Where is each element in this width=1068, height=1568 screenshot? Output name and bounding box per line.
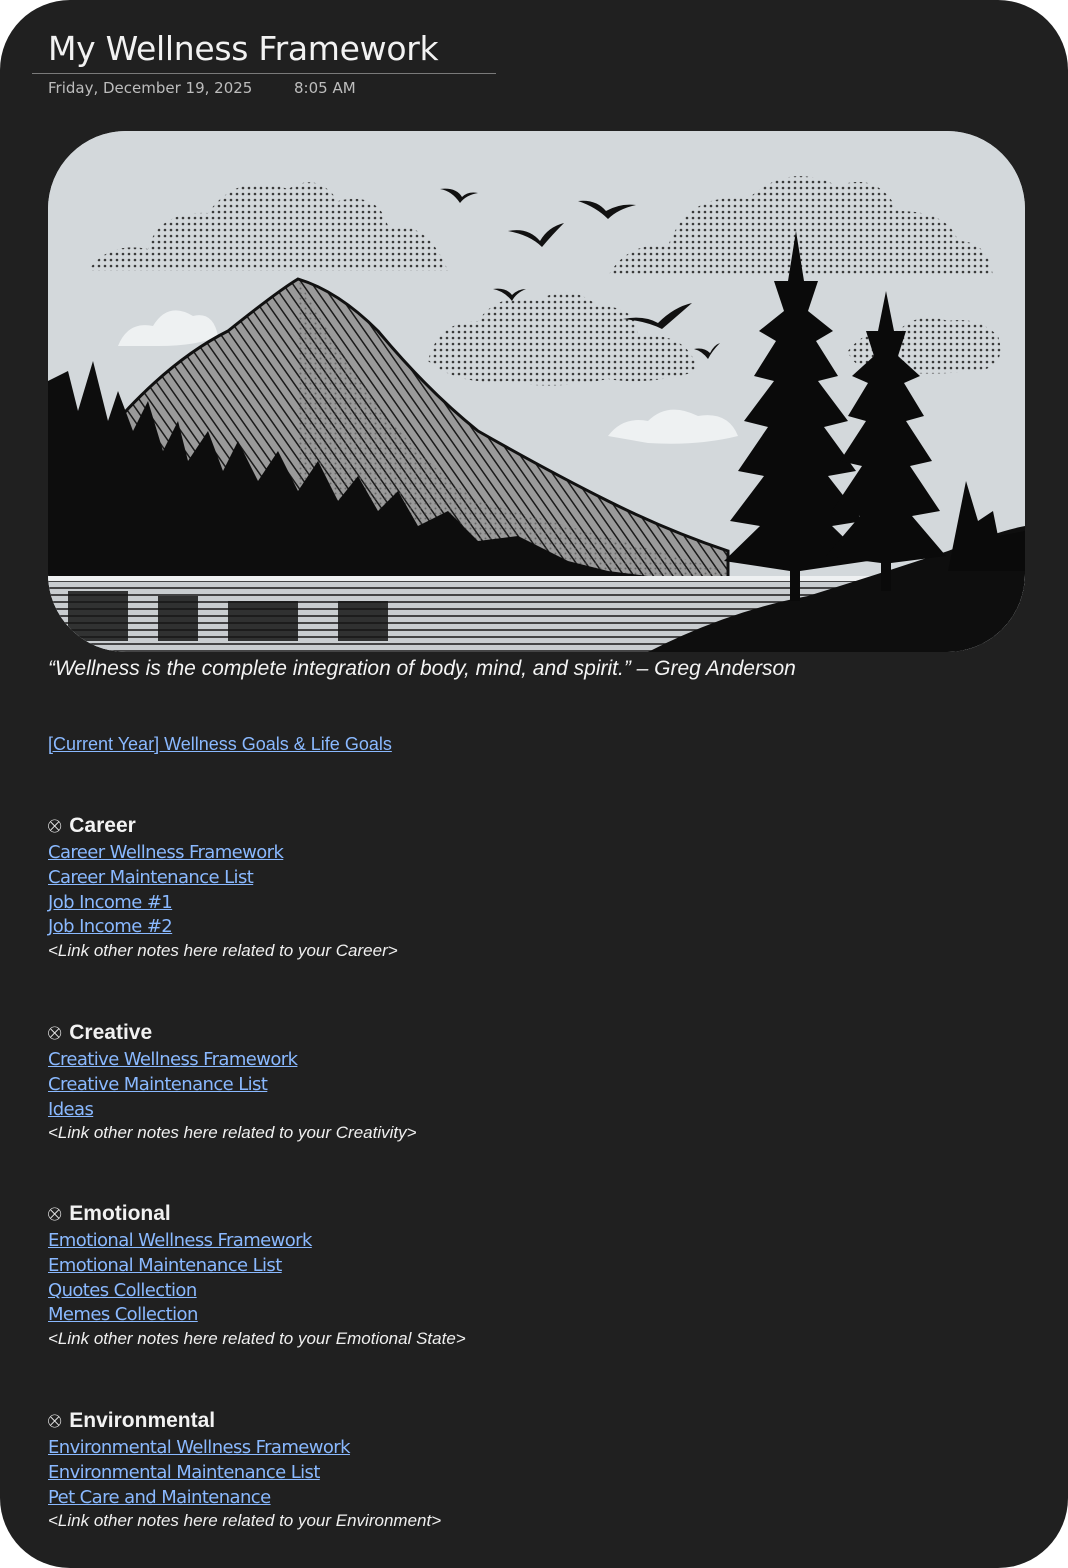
memes-collection-link[interactable]: Memes Collection	[48, 1304, 198, 1326]
list-item	[48, 1303, 748, 1328]
no-symbol-icon: ⛒	[48, 1413, 62, 1428]
section-emotional	[48, 1201, 748, 1350]
quotes-collection-link[interactable]: Quotes Collection	[48, 1279, 197, 1301]
career-wellness-framework-link[interactable]: Career Wellness Framework	[48, 842, 284, 863]
section-environmental	[48, 1408, 748, 1532]
job-income-1-link[interactable]: Job Income #1	[48, 891, 173, 913]
link-list	[48, 1048, 748, 1122]
list-item	[48, 841, 748, 866]
list-item	[48, 1048, 748, 1073]
list-item	[48, 1098, 748, 1123]
ideas-link[interactable]: Ideas	[48, 1098, 94, 1120]
wellness-quote: “Wellness is the complete integration of body, mind, and spirit.” – Greg Anderson	[48, 657, 796, 680]
list-item	[48, 891, 748, 916]
list-item	[48, 1279, 748, 1304]
emotional-wellness-framework-link[interactable]: Emotional Wellness Framework	[48, 1230, 312, 1251]
pet-care-link[interactable]: Pet Care and Maintenance	[48, 1486, 271, 1508]
note-time: 8:05 AM	[294, 79, 356, 97]
section-title: Emotional	[69, 1202, 171, 1225]
mountain-lake-landscape-image	[48, 131, 1025, 652]
placeholder-hint: <Link other notes here related to your Emotional State>	[48, 1329, 466, 1349]
title-divider	[32, 73, 496, 74]
section-heading[interactable]	[48, 1201, 748, 1227]
section-title: Environmental	[69, 1409, 216, 1432]
environmental-maintenance-list-link[interactable]: Environmental Maintenance List	[48, 1461, 320, 1483]
section-creative	[48, 1020, 748, 1144]
goals-link[interactable]: [Current Year] Wellness Goals & Life Goals	[48, 734, 392, 754]
career-maintenance-list-link[interactable]: Career Maintenance List	[48, 866, 254, 888]
section-title: Career	[69, 814, 136, 837]
list-item	[48, 1229, 748, 1254]
link-list	[48, 1229, 748, 1328]
placeholder-hint: <Link other notes here related to your Creativity>	[48, 1123, 417, 1143]
list-item	[48, 1486, 748, 1511]
no-symbol-icon: ⛒	[48, 1025, 62, 1040]
emotional-maintenance-list-link[interactable]: Emotional Maintenance List	[48, 1254, 282, 1276]
section-career	[48, 813, 748, 962]
list-item	[48, 1073, 748, 1098]
creative-maintenance-list-link[interactable]: Creative Maintenance List	[48, 1073, 268, 1095]
job-income-2-link[interactable]: Job Income #2	[48, 916, 173, 938]
list-item	[48, 1461, 748, 1486]
section-heading[interactable]	[48, 813, 748, 839]
environmental-wellness-framework-link[interactable]: Environmental Wellness Framework	[48, 1437, 350, 1458]
list-item	[48, 1436, 748, 1461]
page-title[interactable]: My Wellness Framework	[48, 29, 439, 68]
section-title: Creative	[69, 1021, 153, 1044]
link-list	[48, 841, 748, 940]
placeholder-hint: <Link other notes here related to your Career>	[48, 941, 398, 961]
note-date: Friday, December 19, 2025	[48, 79, 253, 97]
creative-wellness-framework-link[interactable]: Creative Wellness Framework	[48, 1049, 298, 1070]
list-item	[48, 915, 748, 940]
list-item	[48, 1254, 748, 1279]
section-heading[interactable]	[48, 1408, 748, 1434]
section-heading[interactable]	[48, 1020, 748, 1046]
placeholder-hint: <Link other notes here related to your Environment>	[48, 1511, 442, 1531]
link-list	[48, 1436, 748, 1510]
no-symbol-icon: ⛒	[48, 818, 62, 833]
no-symbol-icon: ⛒	[48, 1206, 62, 1221]
list-item	[48, 866, 748, 891]
